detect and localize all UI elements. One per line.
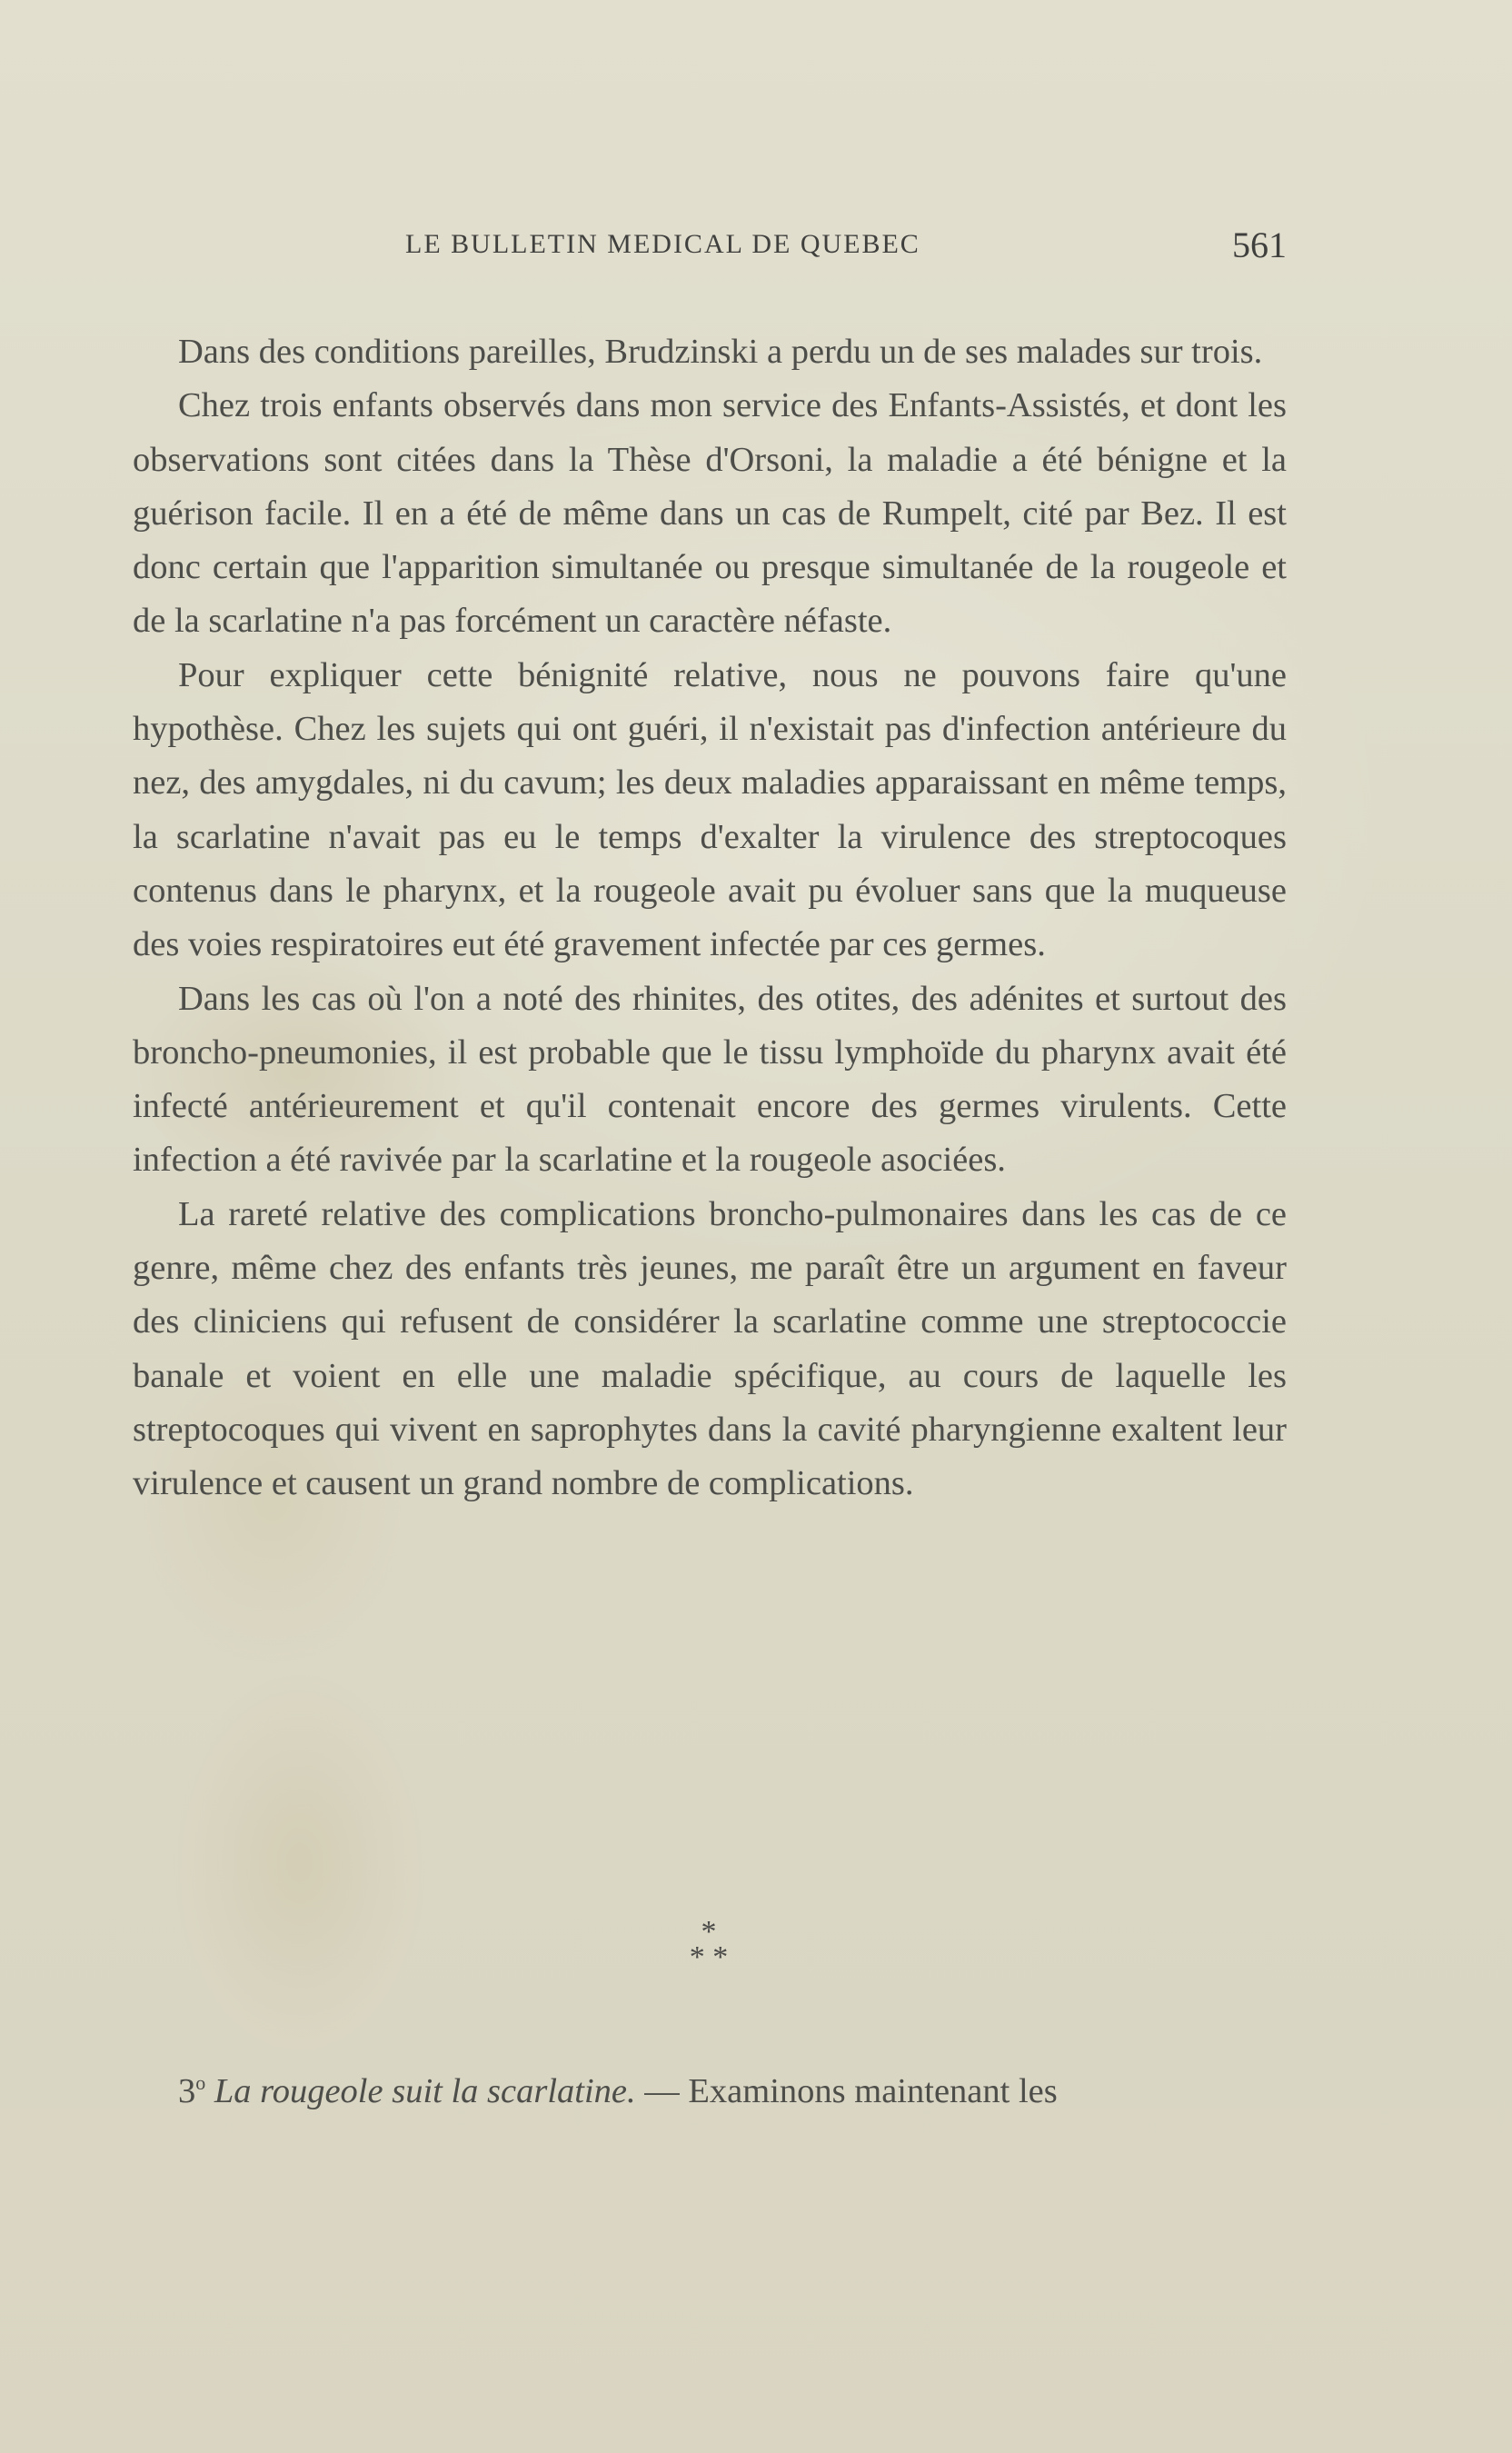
body-text [133,325,1287,1511]
asterism-top: * [701,1915,717,1949]
page-number: 561 [1232,224,1287,265]
section-continuation: — Examinons maintenant les [635,2071,1058,2110]
paragraph: Dans les cas où l'on a noté des rhinites, des otites, des adénites et surtout des broncho-pneumonies, il est probable que le tissu lymphoïde du pharynx avait été infecté antérieurement et qu'il contenait encore des germes virulents. Cette infection a été ravivée par la scarlatine et la rougeole asociées. [133,979,1287,1180]
paragraph: Pour expliquer cette bénignité relative, nous ne pouvons faire qu'une hypothèse. Chez les sujets qui ont guéri, il n'existait pas d'infection antérieure du nez, des amygdales, ni du cavum; les deux maladies apparaissant en même temps, la scarlatine n'avait pas eu le temps d'exalter la virulence des streptocoques contenus dans le pharynx, et la rougeole avait pu évoluer sans que la muqueuse des voies respiratoires eut été gravement infectée par ces germes. [133,655,1287,964]
asterism-bottom: * * [689,1940,729,1974]
running-title: LE BULLETIN MEDICAL DE QUEBEC [405,229,920,259]
degree-mark: o [195,2071,206,2094]
paragraph: La rareté relative des complications broncho-pulmonaires dans les cas de ce genre, même chez des enfants très jeunes, me paraît être un argument en faveur des cliniciens qui refusent de considérer la scarlatine comme une streptococcie banale et voient en elle une maladie spécifique, au cours de laquelle les streptocoques qui vivent en saprophytes dans la cavité pharyngienne exaltent leur virulence et causent un grand nombre de complications. [133,1194,1287,1503]
section-title: La rougeole suit la scarlatine. [214,2071,636,2110]
section-separator-asterism [636,1915,781,1974]
paragraph: Dans des conditions pareilles, Brudzinski a perdu un de ses malades sur trois. [178,333,1263,371]
page-header [133,224,1287,269]
section-number: 3$^o$ [178,2071,206,2110]
section-heading-line [178,2056,1287,2119]
paragraph: Chez trois enfants observés dans mon service des Enfants-Assistés, et dont les observations sont citées dans la Thèse d'Orsoni, la maladie a été bénigne et la guérison facile. Il en a été de même dans un cas de Rumpelt, cité par Bez. Il est donc certain que l'apparition simultanée ou presque simultanée de la rougeole et de la scarlatine n'a pas forcément un caractère néfaste. [133,386,1287,641]
